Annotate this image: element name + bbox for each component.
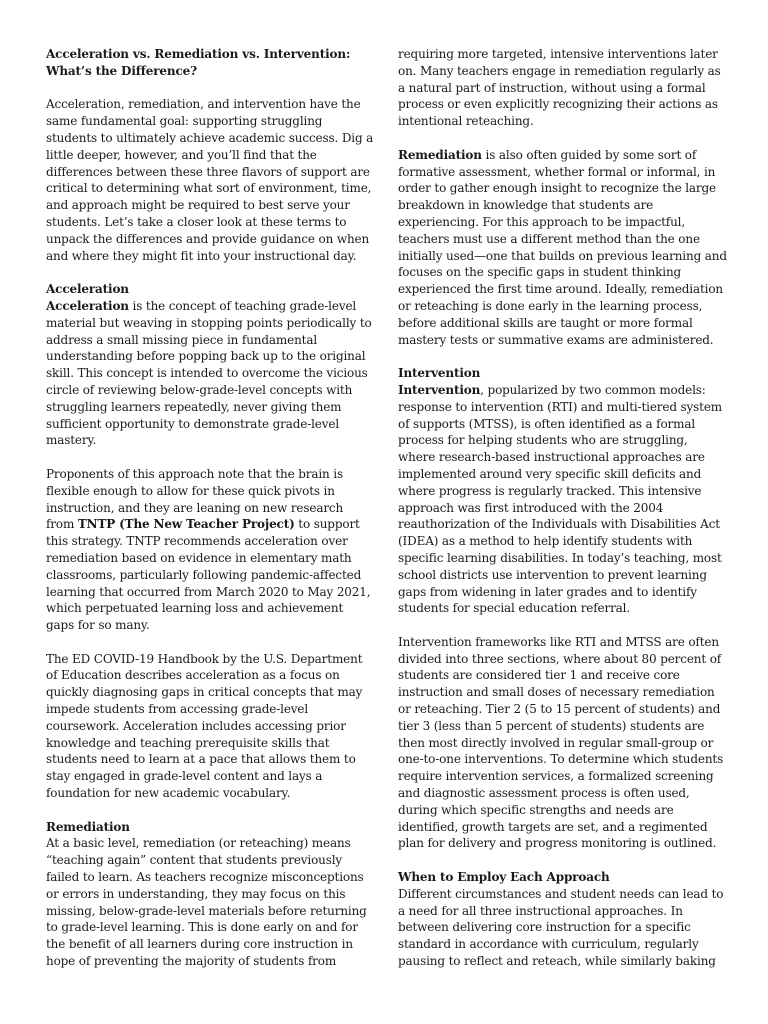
acceleration-paragraph-2-start: Proponents of this approach note that the brain is flexible enough to allow for these quick pivots in instruction, and they are leaning on new research from: [46, 466, 344, 532]
intro-paragraph: Acceleration, remediation, and intervention have the same fundamental goal: supporting struggling students to ultimately achieve academic success. Dig a little deeper, however, and you’ll find that the differences between these three flavors of support are critical to determining what sort of environment, time, and approach might be required to best serve your students. Let’s take a closer look at these terms to unpack the differences and provide guidance on when and where they might fit into your instructional day.: [46, 97, 374, 263]
intervention-heading: Intervention: [398, 366, 481, 381]
remediation-paragraph-2-text: is also often guided by some sort of formative assessment, whether formal or informal, in order to gather enough insight to recognize the large breakdown in knowledge that students are experiencing. For this approach to be impactful, teachers must use a different method than the one initially used—one that builds on previous learning and focuses on the specific gaps in student thinking experienced the first time around. Ideally, remediation or reteaching is done early in the learning process, before additional skills are taught or more formal mastery tests or summative exams are administered.: [398, 147, 727, 347]
left-column: [46, 46, 374, 987]
when-to-employ-paragraph-1: Different circumstances and student needs can lead to a need for all three instructional approaches. In between delivering core instruction for a specific standard in accordance with curriculum, regularly pausing to reflect and reteach, while similarly baking: [398, 886, 724, 969]
remediation-paragraph-1-continued: requiring more targeted, intensive interventions later on. Many teachers engage in remediation regularly as a natural part of instruction, without using a formal process or even explicitly recognizing their actions as intentional reteaching.: [398, 47, 721, 129]
acceleration-paragraph-3: The ED COVID-19 Handbook by the U.S. Department of Education describes acceleration as a focus on quickly diagnosing gaps in critical concepts that may impede students from accessing grade-level coursework. Acceleration includes accessing prior knowledge and teaching prerequisite skills that students need to learn at a pace that allows them to stay engaged in grade-level content and lays a foundation for new academic vocabulary.: [46, 651, 363, 801]
intervention-paragraph-1: [398, 382, 728, 617]
intervention-term: Intervention: [398, 382, 481, 397]
acceleration-paragraph-2-end: to support this strategy. TNTP recommends acceleration over remediation based on evidence in elementary math classrooms, particularly following pandemic-affected learning that occurred from March 2020 to May 2021, which perpetuated learning loss and achievement gaps for so many.: [46, 517, 371, 633]
acceleration-paragraph-1: [46, 298, 374, 449]
intervention-paragraph-1-text: , popularized by two common models: response to intervention (RTI) and multi-tiered system of supports (MTSS), is often identified as a formal process for helping students who are struggling, where research-based instructional approaches are implemented around very specific skill deficits and where progress is regularly tracked. This intensive approach was first introduced with the 2004 reauthorization of the Individuals with Disabilities Act (IDEA) as a method to help identify students with specific learning disabilities. In today’s teaching, most school districts use intervention to prevent learning gaps from widening in later grades and to identify students for special education referral.: [398, 382, 723, 616]
remediation-paragraph-2: [398, 147, 728, 349]
article-title: Acceleration vs. Remediation vs. Intervention: What’s the Difference?: [46, 47, 351, 78]
remediation-term: Remediation: [398, 147, 482, 162]
acceleration-heading: Acceleration: [46, 282, 129, 297]
remediation-heading: Remediation: [46, 819, 130, 834]
acceleration-term: Acceleration: [46, 298, 129, 313]
tntp-term: TNTP (The New Teacher Project): [77, 517, 295, 532]
remediation-paragraph-1: At a basic level, remediation (or reteaching) means “teaching again” content that students previously failed to learn. As teachers recognize misconceptions or errors in understanding, they may focus on this missing, below-grade-level materials before returning to grade-level learning. This is done early on and for the benefit of all learners during core instruction in hope of preventing the majority of students from: [46, 836, 367, 969]
acceleration-paragraph-2: [46, 466, 374, 634]
right-column: [398, 46, 728, 987]
when-to-employ-heading: When to Employ Each Approach: [398, 870, 610, 885]
acceleration-paragraph-1-text: is the concept of teaching grade-level material but weaving in stopping points periodically to address a small missing piece in fundamental understanding before popping back up to the original skill. This concept is intended to overcome the vicious circle of reviewing below-grade-level concepts with struggling learners repeatedly, never giving them sufficient opportunity to demonstrate grade-level mastery.: [46, 298, 372, 448]
intervention-paragraph-2: Intervention frameworks like RTI and MTSS are often divided into three sections, where about 80 percent of students are considered tier 1 and receive core instruction and small doses of necessary remediation or reteaching. Tier 2 (5 to 15 percent of students) and tier 3 (less than 5 percent of students) students are then most directly involved in regular small-group or one-to-one interventions. To determine which students require intervention services, a formalized screening and diagnostic assessment process is often used, during which specific strengths and needs are identified, growth targets are set, and a regimented plan for delivery and progress monitoring is outlined.: [398, 634, 724, 851]
